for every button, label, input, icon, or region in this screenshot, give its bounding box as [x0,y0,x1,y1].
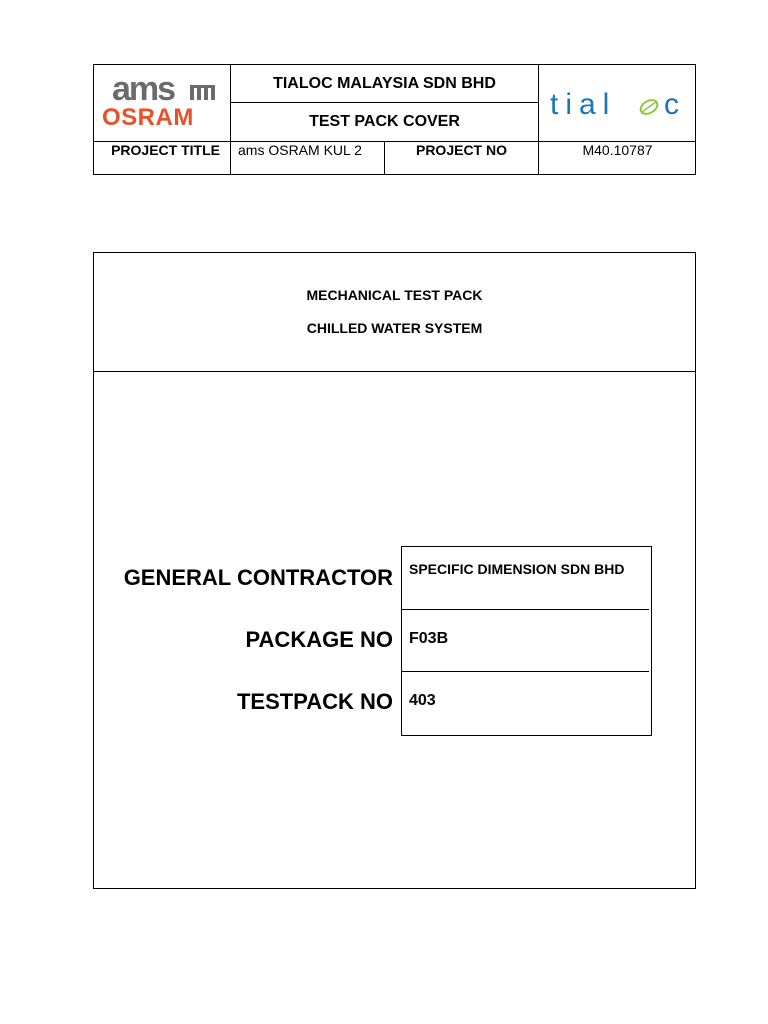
package-no-label: PACKAGE NO [245,627,393,652]
project-title-value: ams OSRAM KUL 2 [238,142,362,158]
osram-logo: OSRAM [102,104,194,131]
project-title-label: PROJECT TITLE [111,142,220,158]
general-contractor-value: SPECIFIC DIMENSION SDN BHD [409,561,625,577]
document-title: TEST PACK COVER [309,113,460,130]
system-title: CHILLED WATER SYSTEM [306,320,483,336]
project-no-value: M40.10787 [582,142,653,158]
package-no-value: F03B [409,630,449,647]
company-name: TIALOC MALAYSIA SDN BHD [273,75,496,92]
tialoc-logo [546,83,686,123]
table-row [402,547,649,609]
cover-body [93,252,696,889]
project-no-label: PROJECT NO [415,142,507,158]
ams-logo [102,73,226,105]
svg-text:ams: ams [112,73,175,105]
testpack-no-value: 403 [409,692,436,709]
general-contractor-label: GENERAL CONTRACTOR [123,565,393,590]
leaf-icon [638,97,660,116]
svg-text:c: c [664,88,679,121]
table-row [402,671,649,734]
test-pack-title: MECHANICAL TEST PACK [306,287,483,303]
testpack-no-label: TESTPACK NO [236,689,393,714]
svg-text:tial: tial [550,88,617,121]
divider [94,371,695,372]
header-table [93,64,696,175]
table-row [402,609,649,672]
info-table [401,546,652,736]
